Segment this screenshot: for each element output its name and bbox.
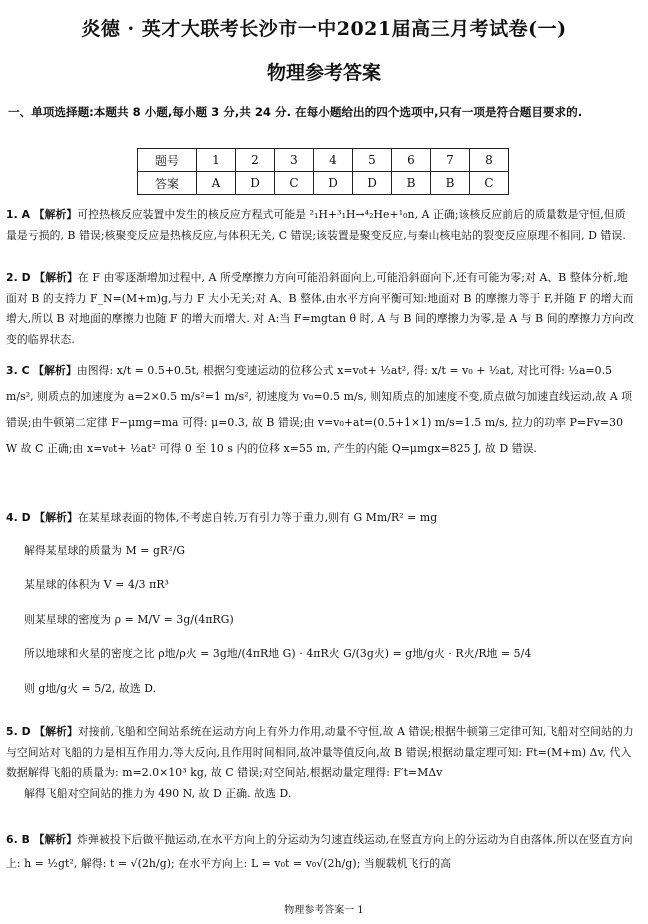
table-cell-answer: B	[392, 172, 431, 195]
solution-number: 6. B	[6, 833, 31, 846]
solution-line: 则 g地/g火 = 5/2, 故选 D.	[24, 681, 157, 695]
table-cell-answer: B	[431, 172, 470, 195]
analysis-tag: 【解析】	[33, 208, 78, 221]
analysis-tag: 【解析】	[33, 833, 78, 846]
table-cell-number: 1	[197, 149, 236, 172]
answer-table	[137, 148, 509, 195]
solution-6	[6, 828, 636, 876]
table-cell-number: 2	[236, 149, 275, 172]
solution-line: 则某星球的密度为 ρ = M/V = 3g/(4πRG)	[24, 612, 234, 626]
solution-3	[6, 358, 636, 462]
table-cell-answer: D	[236, 172, 275, 195]
solution-line: 所以地球和火星的密度之比 ρ地/ρ火 = 3g地/(4πR地 G) · 4πR火 G/(3g火) = g地/g火 · R火/R地 = 5/4	[24, 647, 532, 660]
solution-line: 某星球的体积为 V = 4/3 πR³	[24, 578, 169, 591]
analysis-tag: 【解析】	[34, 271, 78, 284]
analysis-tag: 【解析】	[33, 364, 77, 377]
solution-text: 由图得: x/t = 0.5+0.5t, 根据匀变速运动的位移公式 x=v₀t+ ½at², 得: x/t = v₀ + ½at, 对比可得: ½a=0.5 m/s², 则质点的加速度为 a=2×0.5 m/s²=1 m/s², 初速度为 v₀=0.5 m/s, 则知质点的加速度不变,质点做匀加速直线运动,故 A 项错误;由牛顿第二定律 F−μmg=ma 可得: μ=0.3, 故 B 错误;由 v=v₀+at=(0.5+1×1) m/s=1.5 m/s, 拉力的功率 P=Fv=30 W 故 C 正确;由 x=v₀t+ ½at² 可得 0 至 10 s 内的位移 x=55 m, 产生的内能 Q=μmgx=825 J, 故 D 错误.	[6, 364, 633, 455]
solution-text: 对接前,飞船和空间站系统在运动方向上有外力作用,动量不守恒,故 A 错误;根据牛顿第三定律可知,飞船对空间站的力与空间站对飞船的力是相互作用力,等大反向,且作用时间相同,故冲量等值反向,故 B 错误;根据动量定理可知: Ft=(M+m) Δv, 代入数据解得飞船的质量为: m=2.0×10³ kg, 故 C 错误;对空间站,根据动量定理得: F′t=MΔv	[6, 725, 634, 779]
table-cell-answer: C	[470, 172, 509, 195]
solution-line: 解得飞船对空间站的推力为 490 N, 故 D 正确. 故选 D.	[24, 786, 292, 800]
analysis-tag: 【解析】	[34, 725, 78, 738]
section-heading: 一、单项选择题:本题共 8 小题,每小题 3 分,共 24 分. 在每小题给出的四个选项中,只有一项是符合题目要求的.	[8, 105, 583, 119]
solution-text: 在 F 由零逐渐增加过程中, A 所受摩擦力方向可能沿斜面向上,可能沿斜面向下,还有可能为零;对 A、B 整体分析,地面对 B 的支持力 F_N=(M+m)g,与力 F 大小无关;对 A、B 整体,由水平方向平衡可知:地面对 B 的摩擦力等于 F,并随 F 的增大而增大,所以 B 对地面的摩擦力也随 F 的增大而增大. 对 A:当 F=mgtan θ 时, A 与 B 间的摩擦力为零,是 A 与 B 间的摩擦力方向改变的临界状态.	[6, 271, 634, 346]
table-cell-number: 3	[275, 149, 314, 172]
exam-title: 炎德 · 英才大联考长沙市一中2021届高三月考试卷(一)	[81, 18, 567, 40]
answer-subtitle: 物理参考答案	[266, 62, 381, 84]
solution-2	[6, 268, 636, 350]
table-cell-answer: D	[353, 172, 392, 195]
solution-5	[6, 722, 636, 804]
answer-table-answer-row	[138, 172, 509, 195]
table-cell-number: 6	[392, 149, 431, 172]
solution-number: 2. D	[6, 271, 31, 284]
solution-number: 3. C	[6, 364, 30, 377]
solution-line: 解得某星球的质量为 M = gR²/G	[24, 543, 186, 557]
table-cell-answer: A	[197, 172, 236, 195]
table-cell-answer: D	[314, 172, 353, 195]
solution-4	[6, 508, 636, 699]
table-cell-number: 8	[470, 149, 509, 172]
table-header-number: 题号	[138, 149, 197, 172]
table-cell-number: 5	[353, 149, 392, 172]
solution-number: 4. D	[6, 511, 31, 524]
solution-1	[6, 205, 636, 246]
solution-text: 可控热核反应装置中发生的核反应方程式可能是 ²₁H+³₁H→⁴₂He+¹₀n, A 正确;该核反应前后的质量数是守恒,但质量是亏损的, B 错误;核聚变反应是热核反应,与体积无关, C 错误;该装置是聚变反应,与秦山核电站的裂变反应原理不相同, D 错误.	[6, 208, 626, 242]
table-cell-answer: C	[275, 172, 314, 195]
table-cell-number: 7	[431, 149, 470, 172]
table-header-answer: 答案	[138, 172, 197, 195]
solution-line: 在某星球表面的物体,不考虑自转,万有引力等于重力,则有 G Mm/R² = mg	[77, 511, 438, 524]
solution-number: 1. A	[6, 208, 31, 221]
solution-number: 5. D	[6, 725, 31, 738]
answer-table-number-row	[138, 149, 509, 172]
solution-text: 炸弹被投下后做平抛运动,在水平方向上的分运动为匀速直线运动,在竖直方向上的分运动为自由落体,所以在竖直方向上: h = ½gt², 解得: t = √(2h/g); 在水平方向上: L = v₀t = v₀√(2h/g); 当舰载机飞行的高	[6, 833, 633, 870]
page-footer: 物理参考答案一 1	[284, 905, 364, 916]
analysis-tag: 【解析】	[34, 511, 78, 524]
table-cell-number: 4	[314, 149, 353, 172]
